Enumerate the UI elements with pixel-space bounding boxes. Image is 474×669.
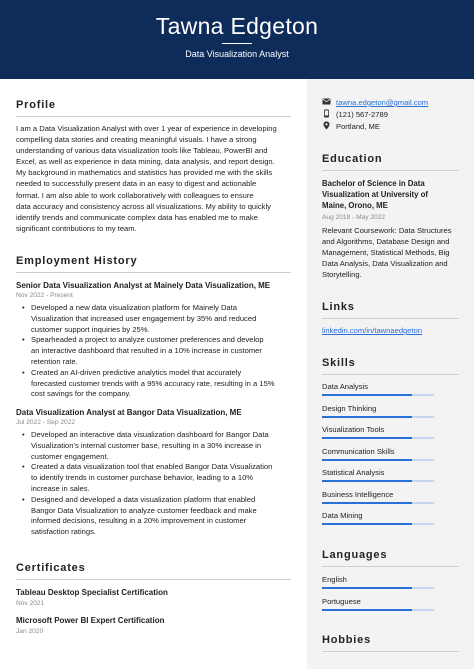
hobbies-heading: Hobbies [322, 634, 371, 646]
bullet-line: • Developed a new data visualization platform for Mainely Data [31, 303, 237, 312]
profile-divider [16, 116, 291, 117]
bullet-line: • Developed an interactive data visualization dashboard for Bangor Data [31, 430, 269, 439]
bullet-line: Visualization that increased user engagement by 35% and reduced [31, 313, 257, 323]
language-level-fill [322, 587, 412, 589]
education-dates: Aug 2018 - May 2022 [322, 214, 386, 221]
skills-divider [322, 374, 459, 375]
job-bullet [16, 368, 301, 400]
profile-line: needed to successfully present data in an easy to digest and actionable [16, 179, 257, 189]
job-1-bullets [16, 303, 301, 400]
contact-email[interactable] [322, 97, 428, 109]
profile-line: significant contributions to my team. [16, 223, 137, 233]
bullet-line: • Designed and developed a data visualization platform that enabled [31, 494, 256, 504]
job-bullet [16, 303, 301, 335]
languages-heading: Languages [322, 549, 388, 561]
coursework-line: Storytelling. [322, 270, 362, 280]
email-icon [322, 97, 331, 106]
degree-line: Visualization at University of [322, 190, 429, 200]
profile-line: format. I am also able to work collaboratively with colleagues to ensure [16, 190, 254, 200]
skill-level-track [322, 437, 434, 439]
degree [322, 178, 467, 211]
education-heading: Education [322, 153, 383, 165]
main-column [0, 79, 307, 669]
profile-line: identify trends and communicate complex data has enabled me to make [16, 212, 258, 222]
coursework-line: Relevant Coursework: Data Structures [322, 226, 452, 235]
hobbies-divider [322, 651, 459, 652]
bullet-line: informed decisions, resulting in a 20% improvement in customer [31, 516, 247, 526]
bullet-line: cost savings for the company. [31, 389, 131, 399]
bullet-line: • Spearheaded a project to analyze customer preferences and develop [31, 335, 264, 345]
skill-level-track [322, 416, 434, 418]
resume-header [0, 0, 474, 79]
skill-level-track [322, 502, 434, 504]
language-level-fill [322, 609, 412, 611]
skill-level-fill [322, 459, 412, 461]
bullet-line: to identify trends in customer purchase behavior, leading to a 10% [31, 473, 254, 483]
employment-divider [16, 272, 291, 273]
bullet-line: increase in sales. [31, 483, 90, 493]
job-1-dates: Nov 2022 - Present [16, 292, 73, 299]
certificate-date: Nov 2021 [16, 600, 45, 607]
job-bullet [16, 430, 301, 462]
location-text: Portland, ME [336, 122, 380, 131]
skill-level-fill [322, 480, 412, 482]
job-2-dates: Jul 2022 - Sep 2022 [16, 419, 76, 426]
skill-level-track [322, 459, 434, 461]
skill-label: Data Mining [322, 511, 363, 520]
certificate-name: Microsoft Power BI Expert Certification [16, 616, 165, 625]
bullet-line: • Created an AI-driven predictive analytics model that accurately [31, 367, 242, 377]
profile-line: I am a Data Visualization Analyst with over 1 year of experience in developing [16, 124, 277, 133]
skill-label: Data Analysis [322, 382, 369, 391]
employment-heading: Employment History [16, 255, 138, 267]
language-label: Portuguese [322, 596, 361, 606]
contact-phone [322, 109, 388, 121]
sidebar [307, 79, 474, 669]
links-divider [322, 318, 459, 319]
degree-line: Bachelor of Science in Data [322, 179, 425, 188]
job-bullet [16, 335, 301, 367]
profile-line: My background in mathematics and statistics has provided me with the skills [16, 168, 273, 178]
languages-divider [322, 566, 459, 567]
email-link[interactable]: tawna.edgeton@gmail.com [336, 98, 429, 107]
coursework-line: Data Analysis, Data Visualization and [322, 259, 448, 269]
certificate-name: Tableau Desktop Specialist Certification [16, 588, 168, 597]
contact-location [322, 121, 380, 133]
bullet-line: satisfaction ratings. [31, 527, 96, 537]
profile-summary [16, 123, 301, 234]
skill-label: Visualization Tools [322, 425, 385, 434]
bullet-line: customer support inquiries by 25%. [31, 324, 150, 334]
language-level-track [322, 587, 434, 589]
bullet-line: • Created a data visualization tool that enabled Bangor Data Visualization [31, 462, 273, 472]
bullet-line: forecasted customer trends with a 95% accuracy rate, resulting in a 15% [31, 378, 275, 388]
job-title: Data Visualization Analyst [185, 49, 289, 59]
phone-icon [322, 109, 331, 118]
phone-number: (121) 567-2789 [336, 110, 388, 119]
skill-label: Design Thinking [322, 403, 377, 413]
linkedin-link[interactable]: linkedin.com/in/tawnaedgeton [322, 326, 423, 335]
bullet-line: retention rate. [31, 356, 78, 366]
job-1-title: Senior Data Visualization Analyst at Mainely Data Visualization, ME [16, 281, 271, 290]
job-2-bullets [16, 430, 301, 538]
bullet-line: Bangor Data Visualization to analyze customer feedback and make [31, 505, 257, 515]
education-divider [322, 170, 459, 171]
links-heading: Links [322, 301, 355, 313]
skill-level-fill [322, 416, 412, 418]
certificates-divider [16, 579, 291, 580]
skill-level-fill [322, 437, 412, 439]
bullet-line: customer engagement. [31, 451, 109, 461]
coursework-line: and Algorithms, Database Design and [322, 237, 450, 247]
skill-level-fill [322, 523, 412, 525]
bullet-line: Visualization's internal customer base, resulting in a 30% increase in [31, 440, 262, 450]
job-bullet [16, 462, 301, 494]
job-2-title: Data Visualization Analyst at Bangor Data Visualization, ME [16, 408, 242, 417]
location-pin-icon [322, 121, 331, 130]
skill-level-track [322, 394, 434, 396]
candidate-name: Tawna Edgeton [155, 13, 319, 39]
skill-level-track [322, 523, 434, 525]
skill-level-fill [322, 394, 412, 396]
profile-line: Excel, as well as experience in data mining, data analysis, and report design. [16, 157, 275, 167]
certificates-heading: Certificates [16, 562, 86, 574]
bullet-line: an interactive dashboard that resulted in a 10% increase in customer [31, 346, 262, 356]
skill-level-track [322, 480, 434, 482]
coursework [322, 225, 472, 280]
skills-heading: Skills [322, 357, 356, 369]
skill-level-fill [322, 502, 412, 504]
degree-line: Maine, Orono, ME [322, 201, 388, 211]
coursework-line: Management, Statistical Methods, Big [322, 248, 450, 258]
profile-line: understanding of various data visualization tools like Tableau, PowerBI and [16, 146, 268, 156]
name-divider [222, 43, 252, 44]
skill-label: Communication Skills [322, 446, 395, 456]
language-level-track [322, 609, 434, 611]
skill-label: Business Intelligence [322, 489, 394, 499]
skill-label: Statistical Analysis [322, 468, 385, 477]
job-bullet [16, 495, 301, 538]
language-label: English [322, 575, 347, 584]
profile-heading: Profile [16, 99, 56, 111]
certificate-date: Jan 2020 [16, 628, 44, 635]
profile-line: data accuracy and consistency across all visualizations. My ability to quickly [16, 201, 271, 211]
profile-line: compelling data stories and creating meaningful visuals. I have a strong [16, 135, 257, 145]
